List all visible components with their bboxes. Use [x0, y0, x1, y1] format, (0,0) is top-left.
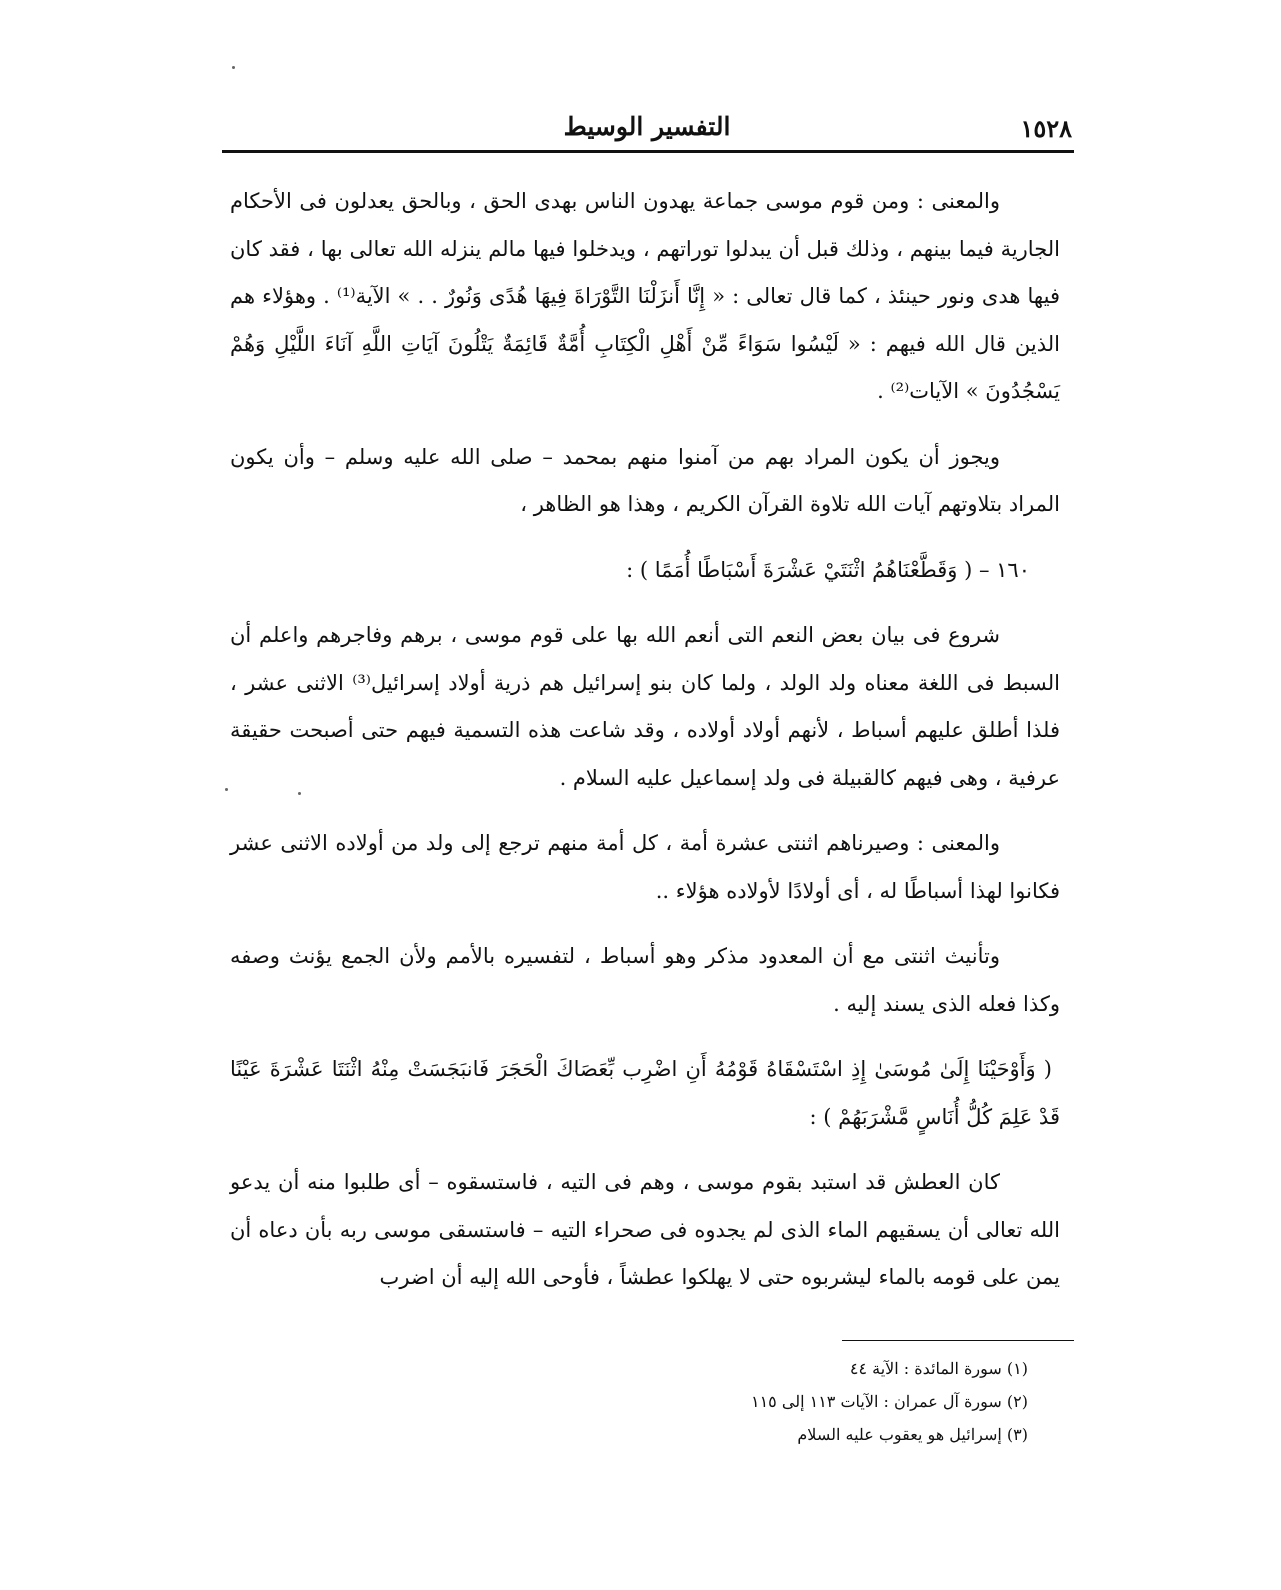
- footnote-3: (٣) إسرائيل هو يعقوب عليه السلام: [797, 1425, 1028, 1444]
- footnote-rule: [842, 1340, 1074, 1341]
- speck: [225, 788, 228, 791]
- paragraph-feminine: وتأنيث اثنتى مع أن المعدود مذكر وهو أسباط ، لتفسيره بالأمم ولأن الجمع يؤنث وصفه وكذا فعله الذى يسند إليه .: [230, 944, 1060, 1016]
- verse-heading-160: ١٦٠ – ( وَقَطَّعْنَاهُمُ اثْنَتَيْ عَشْرَةَ أَسْبَاطًا أُمَمًا ) :: [626, 557, 1030, 582]
- speck: [298, 792, 301, 795]
- page-number: ١٥٢٨: [1020, 114, 1072, 143]
- footnote-1: (١) سورة المائدة : الآية ٤٤: [849, 1359, 1028, 1378]
- paragraph-thirst: كان العطش قد استبد بقوم موسى ، وهم فى التيه ، فاستسقوه – أى طلبوا منه أن يدعو الله تعالى أن يسقيهم الماء الذى لم يجدوه فى صحراء التيه – فاستسقى موسى ربه بأن دعاه أن يمن على قومه بالماء ليشربوه حتى لا يهلكوا عطشاً ، فأوحى الله إليه أن اضرب: [230, 1170, 1060, 1289]
- paragraph-meaning-tribes: والمعنى : وصيرناهم اثنتى عشرة أمة ، كل أمة منهم ترجع إلى ولد من أولاده الاثنى عشر فكانوا لهذا أسباطًا له ، أى أولادًا لأولاده هؤلاء ..: [230, 831, 1060, 903]
- paragraph-tribes: شروع فى بيان بعض النعم التى أنعم الله بها على قوم موسى ، برهم وفاجرهم واعلم أن السبط فى اللغة معناه ولد الولد ، ولما كان بنو إسرائيل هم ذرية أولاد إسرائيل⁽³⁾ الاثنى عشر ، فلذا أطلق عليهم أسباط ، لأنهم أولاد أولاده ، وقد شاعت هذه التسمية فيهم حتى أصبحت حقيقة عرفية ، وهى فيهم كالقبيلة فى ولد إسماعيل عليه السلام .: [230, 623, 1060, 790]
- paragraph-meaning: والمعنى : ومن قوم موسى جماعة يهدون الناس بهدى الحق ، وبالحق يعدلون فى الأحكام الجارية فيما بينهم ، وذلك قبل أن يبدلوا توراتهم ، ويدخلوا فيها مالم ينزله الله تعالى بها ، فقد كان فيها هدى ونور حينئذ ، كما قال تعالى : « إِنَّا أَنزَلْنَا التَّوْرَاةَ فِيهَا هُدًى وَنُورٌ . . » الآية⁽¹⁾ . وهؤلاء هم الذين قال الله فيهم : « لَيْسُوا سَوَاءً مِّنْ أَهْلِ الْكِتَابِ أُمَّةٌ قَائِمَةٌ يَتْلُونَ آيَاتِ اللَّهِ آنَاءَ اللَّيْلِ وَهُمْ يَسْجُدُونَ » الآيات⁽²⁾ .: [230, 189, 1060, 403]
- running-title: التفسير الوسيط: [563, 112, 731, 141]
- verse-block: ( وَأَوْحَيْنَا إِلَىٰ مُوسَىٰ إِذِ اسْتَسْقَاهُ قَوْمُهُ أَنِ اضْرِب بِّعَصَاكَ الْحَجَرَ فَانبَجَسَتْ مِنْهُ اثْنَتَا عَشْرَةَ عَيْنًا قَدْ عَلِمَ كُلُّ أُنَاسٍ مَّشْرَبَهُمْ ) :: [230, 1057, 1060, 1129]
- footnotes: [700, 1352, 1028, 1451]
- speck: [232, 66, 235, 69]
- main-text: [230, 178, 1060, 1302]
- header-rule: [222, 150, 1074, 153]
- page-header: [222, 98, 1072, 150]
- paragraph-permissibility: ويجوز أن يكون المراد بهم من آمنوا منهم بمحمد – صلى الله عليه وسلم – وأن يكون المراد بتلاوتهم آيات الله تلاوة القرآن الكريم ، وهذا هو الظاهر ،: [230, 444, 1060, 516]
- footnote-2: (٢) سورة آل عمران : الآيات ١١٣ إلى ١١٥: [750, 1392, 1028, 1411]
